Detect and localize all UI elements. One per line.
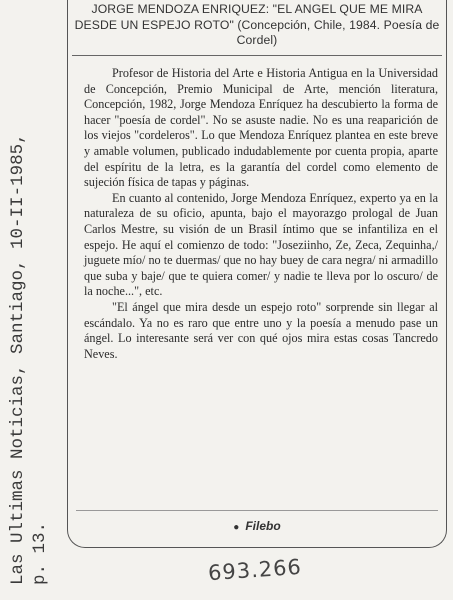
paragraph-2: En cuanto al contenido, Jorge Mendoza Enríquez, experto ya en la naturaleza de su oficio, apunta, bajo el mayorazgo prologal de Juan Carlos Mestre, su visión de un Brasil íntimo que se infantiliza en el espejo. He aquí el comienzo de todo: "Joseziinho, Ze, Zeca, Zequinha,/ juguete mío/ no te duermas/ que no hay buey de cara negra/ ni armadillo que suba y baje/ que te quiera comer/ y nadie te lleva por lo oscuro/ de la noche...", etc. [84, 190, 438, 299]
paragraph-3: "El ángel que mira desde un espejo roto" sorprende sin llegar al escándalo. Ya no es raro que entre uno y la poesía a menudo pase un ángel. Lo interesante será ver con qué ojos mira estas cosas Tancredo Neves. [84, 299, 438, 361]
article-body [84, 66, 438, 362]
source-caption [6, 0, 50, 600]
byline-name: Filebo [245, 519, 281, 533]
byline-divider [76, 510, 438, 511]
article-byline [68, 519, 446, 533]
article-headline: JORGE MENDOZA ENRIQUEZ: "EL ANGEL QUE ME MIRA DESDE UN ESPEJO ROTO" (Concepción, Chile, 1984. Poesía de Cordel) [74, 2, 440, 47]
bullet-icon: ● [233, 522, 240, 533]
handwritten-catalog-number: 693.266 [207, 554, 303, 586]
newspaper-clipping [67, 0, 447, 548]
paragraph-1: Profesor de Historia del Arte e Historia Antigua en la Universidad de Concepción, Premio Municipal de Arte, mención literatura, Concepción, 1982, Jorge Mendoza Enríquez ha descubierto la forma de hacer "poesía de cordel". No se asuste nadie. No es una reaparición de los viejos "cordeleros". Lo que Mendoza Enríquez plantea en este breve y amable volumen, publicado indudablemente por cuenta propia, aparte del espíritu de la letra, es la garantía del cordel como elemento de sujeción física de tapas y páginas. [84, 66, 438, 190]
source-caption-line-2: p. 13. [30, 521, 50, 585]
headline-divider [72, 55, 442, 56]
source-caption-line-1: Las Ultimas Noticias, Santiago, 10-II-1985, [8, 133, 28, 585]
